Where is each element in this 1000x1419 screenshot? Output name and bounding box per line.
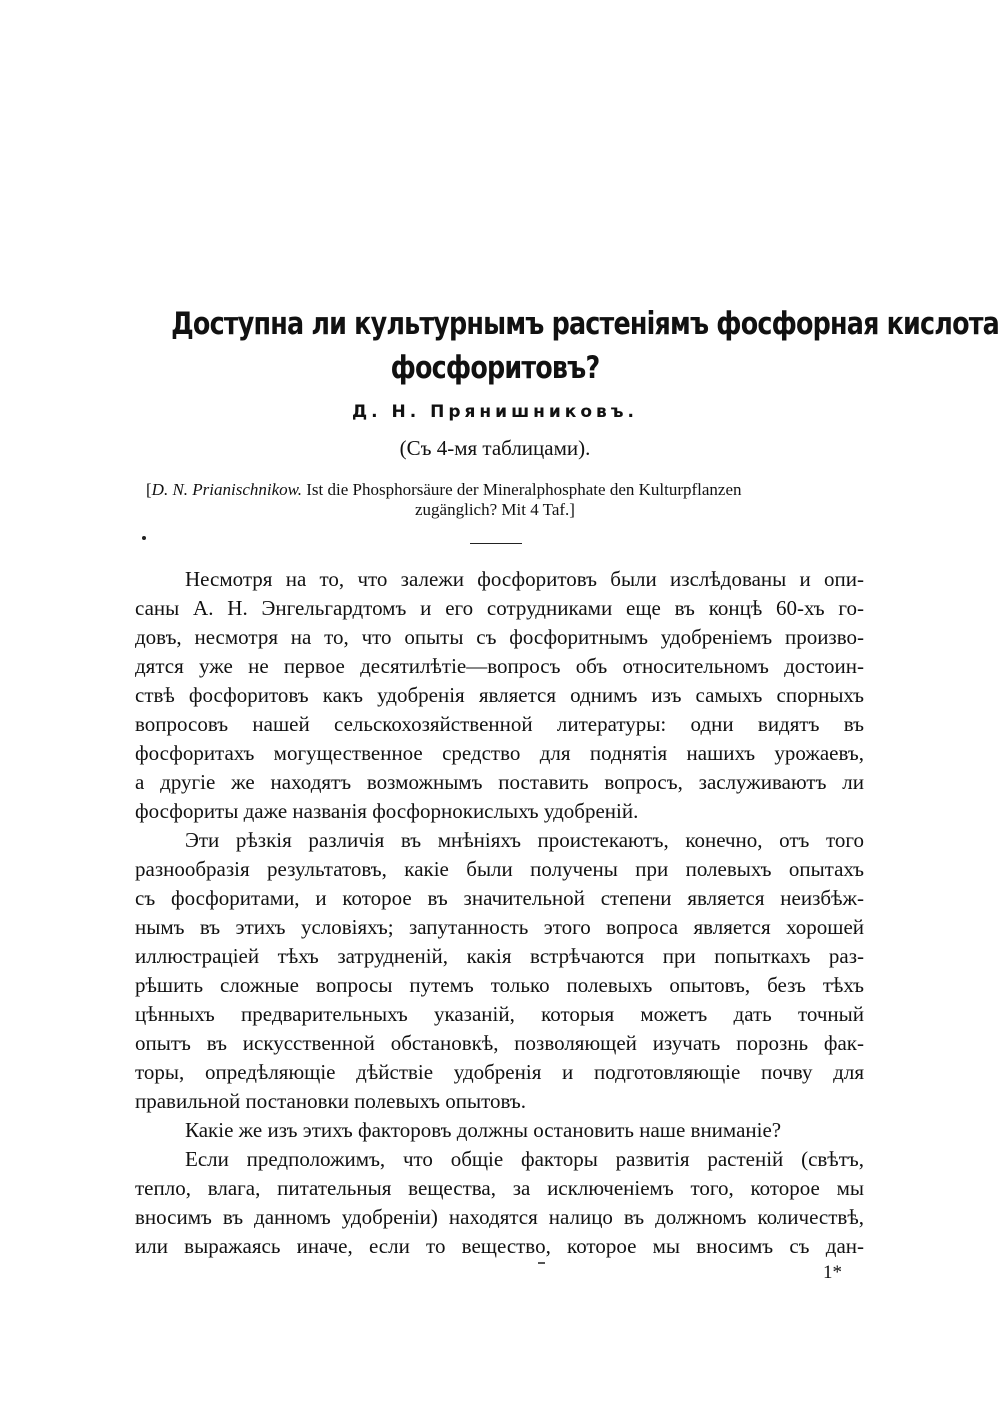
body-line-16: цѣнныхъ предварительныхъ указаній, которыя можетъ дать точный: [135, 1002, 864, 1026]
body-line-1: Несмотря на то, что залежи фосфоритовъ были изслѣдованы и опи-: [185, 567, 864, 591]
body-line-13: нымъ въ этихъ условіяхъ; запутанность этого вопроса является хорошей: [135, 915, 864, 939]
body-line-6: вопросовъ нашей сельскохозяйственной литературы: одни видятъ въ: [135, 712, 864, 736]
body-line-17: опытъ въ искусственной обстановкѣ, позволяющей изучать порознь фак-: [135, 1031, 864, 1055]
body-line-2: саны А. Н. Энгельгардтомъ и его сотрудниками еще въ концѣ 60-хъ го-: [135, 596, 864, 620]
body-line-12: съ фосфоритами, и которое въ значительной степени является неизбѣж-: [135, 886, 864, 910]
body-line-15: рѣшить сложные вопросы путемъ только полевыхъ опытовъ, безъ тѣхъ: [135, 973, 864, 997]
body-line-10: Эти рѣзкія различія въ мнѣніяхъ проистекаютъ, конечно, отъ того: [185, 828, 864, 852]
body-line-19: правильной постановки полевыхъ опытовъ.: [135, 1089, 527, 1113]
body-line-3: довъ, несмотря на то, что опыты съ фосфоритнымъ удобреніемъ произво-: [135, 625, 864, 649]
ink-smudge-mark: [538, 1262, 545, 1264]
page-number: 1*: [823, 1262, 842, 1283]
stray-dot-mark: [142, 536, 146, 540]
author-name: Д. Н. Прянишниковъ.: [351, 402, 638, 422]
body-line-21: Если предположимъ, что общіе факторы развитія растеній (свѣтъ,: [185, 1147, 864, 1171]
section-divider-rule: [470, 543, 522, 544]
article-title-line-1: Доступна ли культурнымъ растеніямъ фосфорная кислота: [171, 306, 999, 342]
german-translation-line-1: [146, 480, 876, 500]
body-line-7: фосфоритахъ могущественное средство для поднятія нашихъ урожаевъ,: [135, 741, 864, 765]
article-title-line-2: фосфоритовъ?: [390, 350, 600, 386]
body-line-4: дятся уже не первое десятилѣтіе—вопросъ объ относительномъ достоин-: [135, 654, 864, 678]
body-line-20: Какіе же изъ этихъ факторовъ должны остановить наше вниманіе?: [185, 1118, 782, 1142]
body-line-22: тепло, влага, питательныя вещества, за исключеніемъ того, которое мы: [135, 1176, 864, 1200]
translation-title-part-1: Ist die Phosphorsäure der Mineralphosphate den Kulturpflanzen: [302, 480, 742, 499]
body-line-14: иллюстраціей тѣхъ затрудненій, какія встрѣчаются при попыткахъ раз-: [135, 944, 864, 968]
body-line-24: или выражаясь иначе, если то вещество, которое мы вносимъ съ дан-: [135, 1234, 864, 1258]
translation-author: D. N. Prianischnikow.: [151, 480, 302, 499]
body-line-8: а другіе же находятъ возможнымъ поставить вопросъ, заслуживаютъ ли: [135, 770, 864, 794]
body-line-5: ствѣ фосфоритовъ какъ удобренія является однимъ изъ самыхъ спорныхъ: [135, 683, 864, 707]
subtitle-tables-note: (Съ 4-мя таблицами).: [399, 436, 591, 460]
body-line-23: вносимъ въ данномъ удобреніи) находятся налицо въ должномъ количествѣ,: [135, 1205, 864, 1229]
body-line-9: фосфориты даже названія фосфорнокислыхъ удобреній.: [135, 799, 639, 823]
body-line-11: разнообразія результатовъ, какіе были получены при полевыхъ опытахъ: [135, 857, 864, 881]
german-translation-line-2: zugänglich? Mit 4 Taf.]: [415, 500, 575, 519]
body-line-18: торы, опредѣляющіе дѣйствіе удобренія и подготовляющіе почву для: [135, 1060, 864, 1084]
open-bracket: [: [146, 480, 152, 499]
